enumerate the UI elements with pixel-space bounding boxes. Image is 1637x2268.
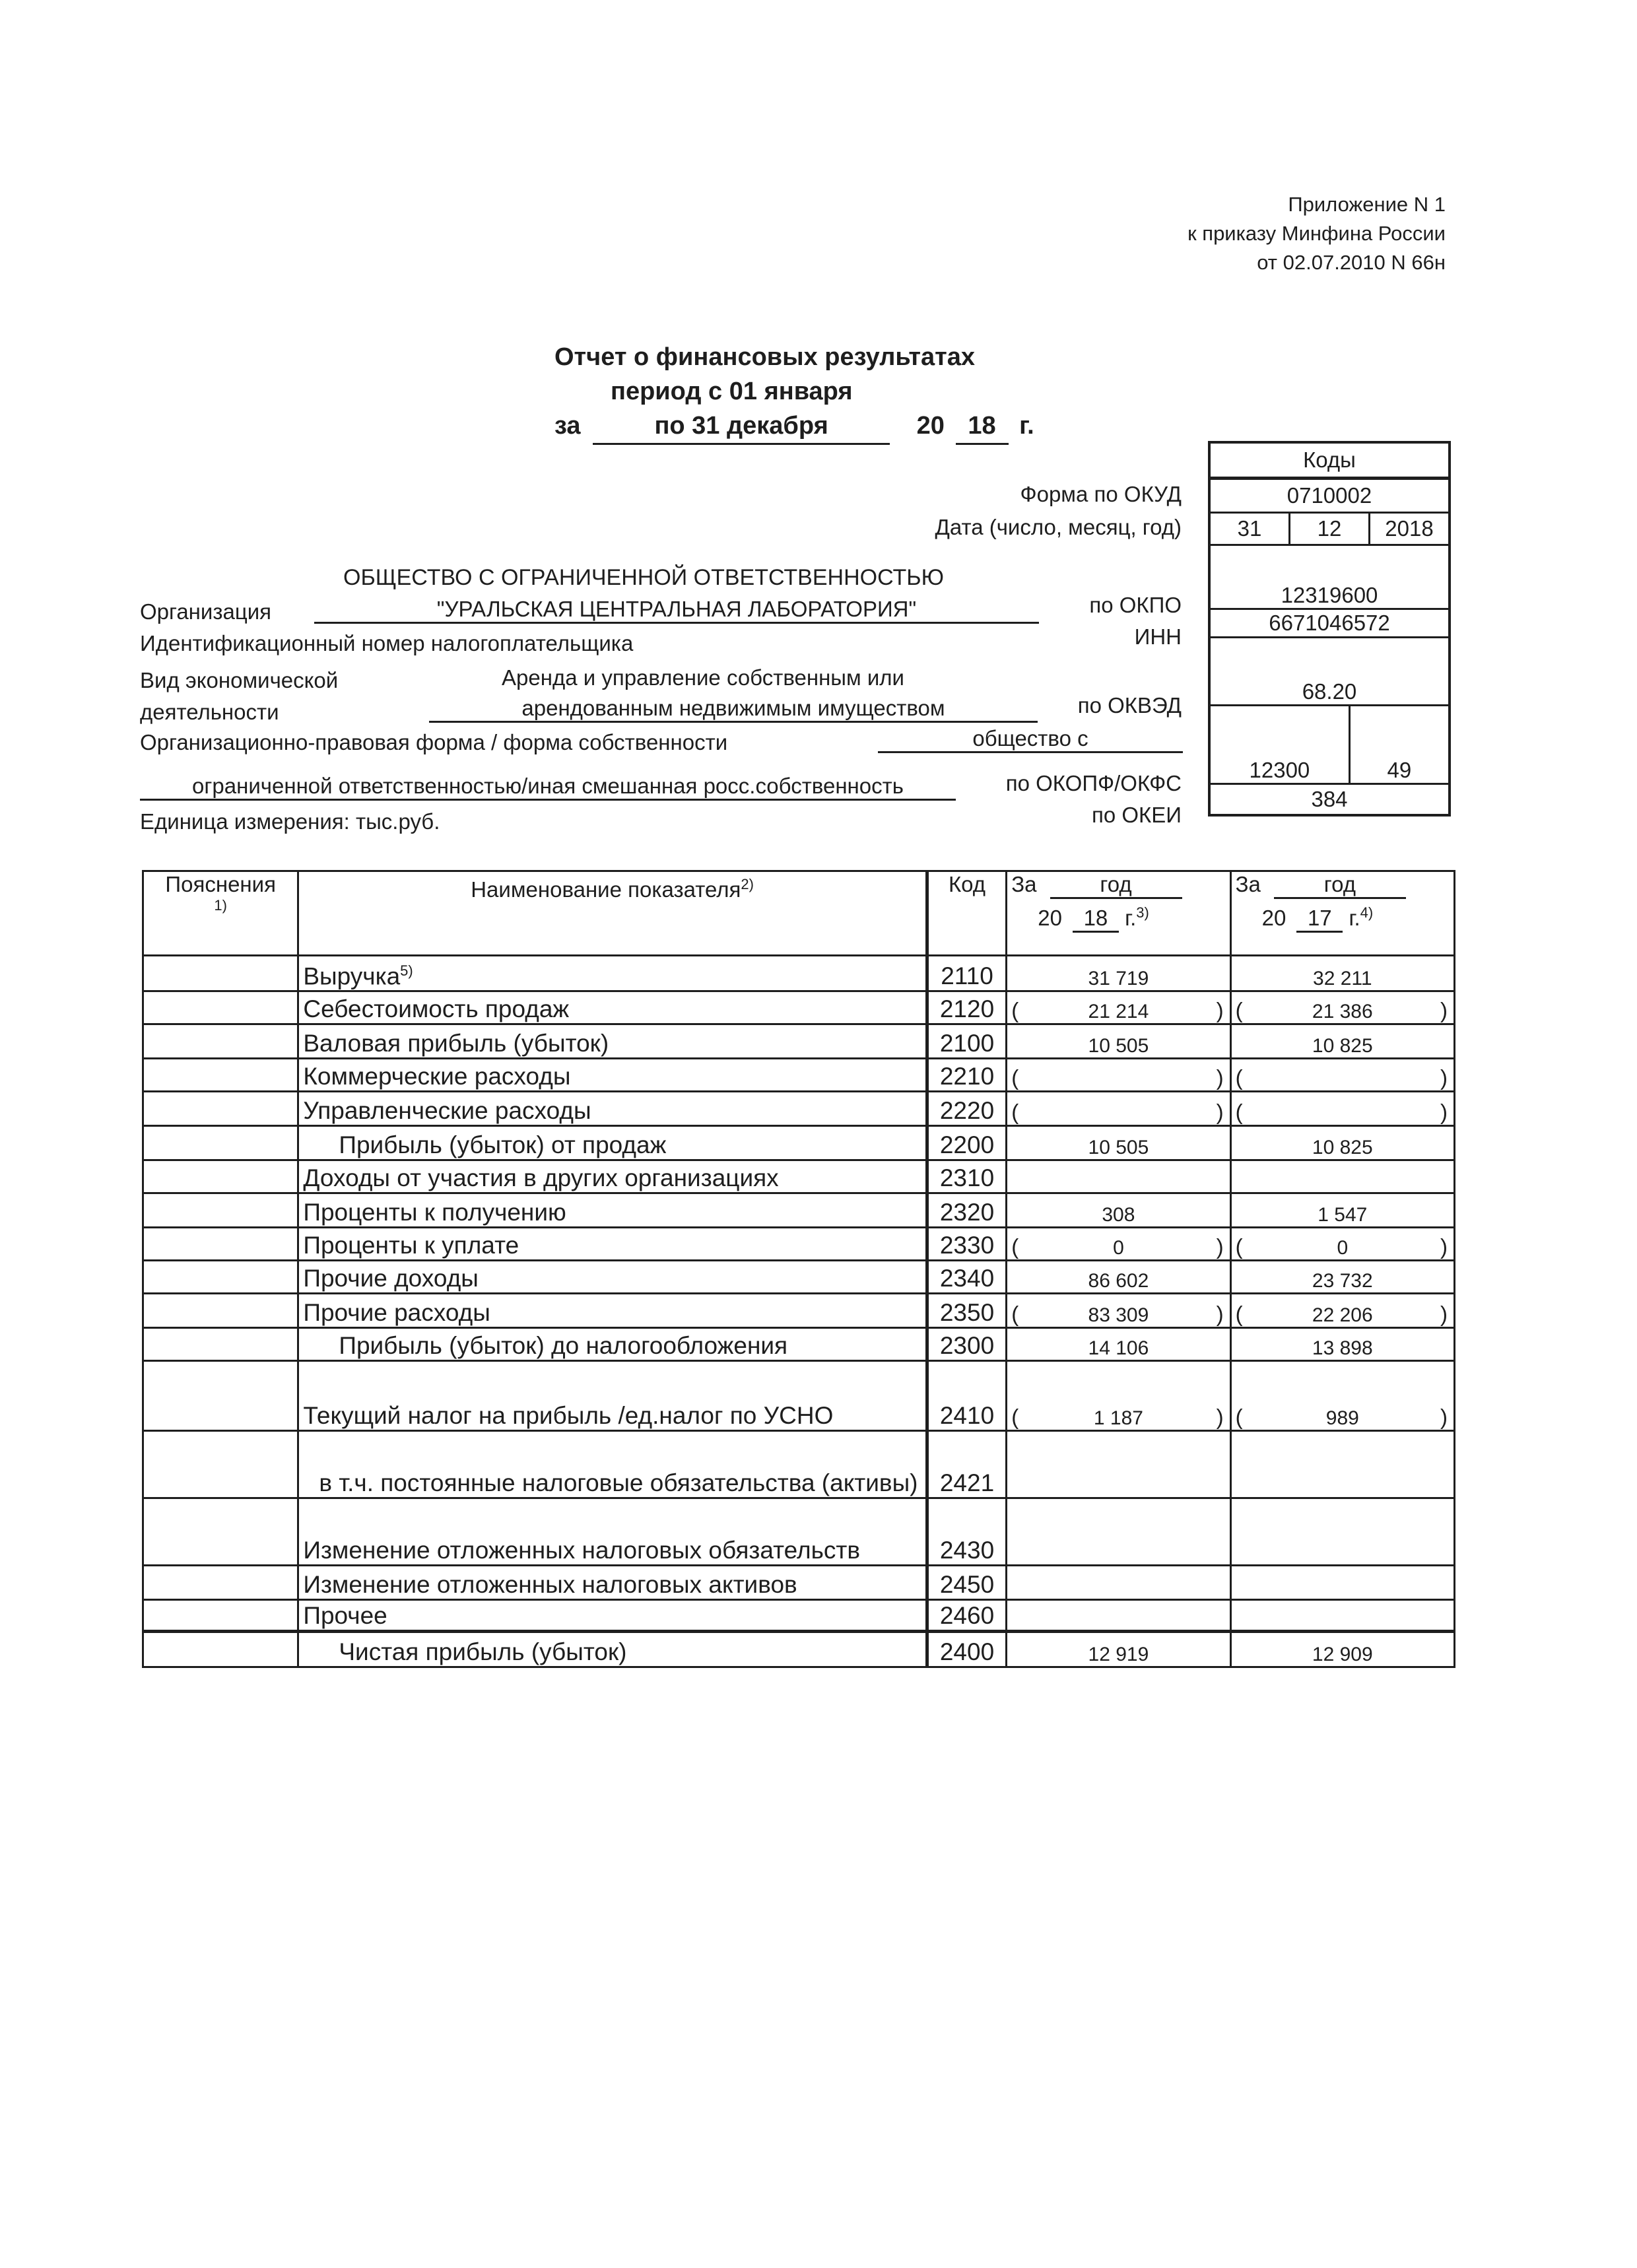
value-v2018: ( 0 ) bbox=[1007, 1228, 1230, 1261]
indicator-name: Текущий налог на прибыль /ед.налог по УСНО bbox=[298, 1361, 927, 1431]
value-v2018: 12 919 bbox=[1007, 1632, 1230, 1667]
value-v2017: 1 547 bbox=[1230, 1193, 1454, 1228]
okpo-label: по ОКПО bbox=[1089, 593, 1182, 617]
legal-form-line1: общество с bbox=[878, 726, 1183, 753]
value-v2018: ( ) bbox=[1007, 1092, 1230, 1126]
value-v2018 bbox=[1007, 1160, 1230, 1193]
value-v2018 bbox=[1007, 1498, 1230, 1566]
inn-code: 6671046572 bbox=[1211, 608, 1448, 636]
table-row bbox=[143, 1126, 1455, 1160]
unit-label: Единица измерения: тыс.руб. bbox=[140, 809, 440, 834]
value-v2017 bbox=[1230, 1600, 1454, 1632]
value-v2017: ( 0 ) bbox=[1230, 1228, 1454, 1261]
indicator-name: в т.ч. постоянные налоговые обязательства (активы) bbox=[298, 1431, 927, 1498]
row-code: 2330 bbox=[927, 1228, 1006, 1261]
indicator-name: Изменение отложенных налоговых обязательств bbox=[298, 1498, 927, 1566]
title-prefix: за bbox=[554, 412, 581, 440]
row-code: 2410 bbox=[927, 1361, 1006, 1431]
value-v2017 bbox=[1230, 1431, 1454, 1498]
appendix-line1: Приложение N 1 bbox=[1288, 193, 1446, 216]
row-code: 2110 bbox=[927, 956, 1006, 991]
value-v2018: 14 106 bbox=[1007, 1328, 1230, 1361]
value-v2017: 23 732 bbox=[1230, 1261, 1454, 1294]
date-day: 31 bbox=[1237, 516, 1262, 541]
indicator-name: Прочие расходы bbox=[298, 1294, 927, 1328]
table-row bbox=[143, 991, 1455, 1024]
codes-box bbox=[1208, 441, 1451, 817]
title-century: 20 bbox=[916, 412, 945, 440]
row-code: 2421 bbox=[927, 1431, 1006, 1498]
title-period-line bbox=[554, 409, 1034, 445]
explanation-cell bbox=[143, 1361, 298, 1431]
row-code: 2400 bbox=[927, 1632, 1006, 1667]
explanation-cell bbox=[143, 1092, 298, 1126]
appendix-line3: от 02.07.2010 N 66н bbox=[1257, 251, 1446, 274]
title-line1: Отчет о финансовых результатах bbox=[554, 343, 976, 371]
okved-label: по ОКВЭД bbox=[1077, 693, 1182, 717]
explanation-cell bbox=[143, 1193, 298, 1228]
inn-code-label: ИНН bbox=[1134, 624, 1182, 649]
value-v2018: ( 83 309 ) bbox=[1007, 1294, 1230, 1328]
indicator-name: Прибыль (убыток) от продаж bbox=[298, 1126, 927, 1160]
header-col-2018: За год 20 18 г.$^{3)}$ bbox=[1007, 871, 1230, 956]
explanation-cell bbox=[143, 1261, 298, 1294]
okud-label: Форма по ОКУД bbox=[1020, 482, 1182, 506]
header-name: Наименование показателя$^{2)}$ bbox=[298, 871, 927, 956]
okopf-label: по ОКОПФ/ОКФС bbox=[1005, 771, 1182, 795]
indicator-name: Прибыль (убыток) до налогообложения bbox=[298, 1328, 927, 1361]
indicator-name: Валовая прибыль (убыток) bbox=[298, 1024, 927, 1059]
explanation-cell bbox=[143, 1126, 298, 1160]
activity-label1: Вид экономической bbox=[140, 668, 339, 692]
explanation-cell bbox=[143, 956, 298, 991]
row-code: 2320 bbox=[927, 1193, 1006, 1228]
value-v2018 bbox=[1007, 1566, 1230, 1600]
table-row bbox=[143, 1261, 1455, 1294]
row-code: 2200 bbox=[927, 1126, 1006, 1160]
explanation-cell bbox=[143, 1294, 298, 1328]
table-row bbox=[143, 1059, 1455, 1092]
okopf-okfs-codes bbox=[1211, 704, 1448, 783]
value-v2018: 10 505 bbox=[1007, 1024, 1230, 1059]
value-v2018: ( 1 187 ) bbox=[1007, 1361, 1230, 1431]
row-code: 2430 bbox=[927, 1498, 1006, 1566]
row-code: 2350 bbox=[927, 1294, 1006, 1328]
okved-code: 68.20 bbox=[1211, 636, 1448, 704]
value-v2018: 31 719 bbox=[1007, 956, 1230, 991]
explanation-cell bbox=[143, 1024, 298, 1059]
value-v2017: 32 211 bbox=[1230, 956, 1454, 991]
table-header-row bbox=[143, 871, 1455, 956]
indicator-name: Управленческие расходы bbox=[298, 1092, 927, 1126]
title-year: 18 bbox=[956, 409, 1009, 445]
explanation-cell bbox=[143, 1431, 298, 1498]
title-line2: период с 01 января bbox=[611, 378, 853, 405]
financial-results-table bbox=[142, 870, 1455, 1668]
okopf-code: 12300 bbox=[1249, 758, 1310, 782]
table-row bbox=[143, 1632, 1455, 1667]
table-row bbox=[143, 1024, 1455, 1059]
indicator-name: Прочие доходы bbox=[298, 1261, 927, 1294]
value-v2017: 10 825 bbox=[1230, 1126, 1454, 1160]
value-v2017: 13 898 bbox=[1230, 1328, 1454, 1361]
indicator-name: Выручка$^{5)}$ bbox=[298, 956, 927, 991]
value-v2018: ( 21 214 ) bbox=[1007, 991, 1230, 1024]
explanation-cell bbox=[143, 1059, 298, 1092]
value-v2018 bbox=[1007, 1600, 1230, 1632]
legal-form-line2: ограниченной ответственностью/иная смешанная росс.собственность bbox=[140, 774, 956, 801]
table-row bbox=[143, 1431, 1455, 1498]
indicator-name: Прочее bbox=[298, 1600, 927, 1632]
table-row bbox=[143, 1228, 1455, 1261]
row-code: 2340 bbox=[927, 1261, 1006, 1294]
indicator-name: Доходы от участия в других организациях bbox=[298, 1160, 927, 1193]
explanation-cell bbox=[143, 1328, 298, 1361]
explanation-cell bbox=[143, 1632, 298, 1667]
indicator-name: Проценты к уплате bbox=[298, 1228, 927, 1261]
indicator-name: Чистая прибыль (убыток) bbox=[298, 1632, 927, 1667]
header-code: Код bbox=[927, 871, 1006, 956]
explanation-cell bbox=[143, 1160, 298, 1193]
explanation-cell bbox=[143, 1600, 298, 1632]
value-v2018: ( ) bbox=[1007, 1059, 1230, 1092]
table-row bbox=[143, 1193, 1455, 1228]
title-year-suffix: г. bbox=[1019, 412, 1034, 440]
codes-header: Коды bbox=[1303, 448, 1356, 472]
table-row bbox=[143, 1160, 1455, 1193]
inn-label: Идентификационный номер налогоплательщика bbox=[140, 631, 634, 655]
value-v2017: 12 909 bbox=[1230, 1632, 1454, 1667]
appendix-line2: к приказу Минфина России bbox=[1187, 222, 1446, 245]
org-name-line2: "УРАЛЬСКАЯ ЦЕНТРАЛЬНАЯ ЛАБОРАТОРИЯ" bbox=[314, 597, 1039, 624]
header-explanations: Пояснения 1) bbox=[143, 871, 298, 956]
header-col-2017: За год 20 17 г.$^{4)}$ bbox=[1230, 871, 1454, 956]
table-row bbox=[143, 1566, 1455, 1600]
activity-line2: арендованным недвижимым имуществом bbox=[429, 696, 1038, 723]
table-row bbox=[143, 1361, 1455, 1431]
date-label: Дата (число, месяц, год) bbox=[935, 515, 1182, 539]
table-row bbox=[143, 1294, 1455, 1328]
table-row bbox=[143, 1328, 1455, 1361]
org-name-line1: ОБЩЕСТВО С ОГРАНИЧЕННОЙ ОТВЕТСТВЕННОСТЬЮ bbox=[343, 565, 944, 590]
row-code: 2300 bbox=[927, 1328, 1006, 1361]
title-period-end: по 31 декабря bbox=[593, 409, 890, 445]
okei-code: 384 bbox=[1211, 783, 1448, 814]
okei-label: по ОКЕИ bbox=[1091, 803, 1182, 827]
explanation-cell bbox=[143, 1228, 298, 1261]
value-v2017: ( ) bbox=[1230, 1059, 1454, 1092]
indicator-name: Себестоимость продаж bbox=[298, 991, 927, 1024]
date-month: 12 bbox=[1288, 514, 1368, 544]
table-row bbox=[143, 1498, 1455, 1566]
activity-line1: Аренда и управление собственным или bbox=[502, 665, 904, 690]
okpo-code: 12319600 bbox=[1211, 544, 1448, 608]
indicator-name: Коммерческие расходы bbox=[298, 1059, 927, 1092]
activity-label2: деятельности bbox=[140, 700, 279, 724]
okfs-code: 49 bbox=[1349, 706, 1448, 783]
date-codes bbox=[1211, 512, 1448, 544]
value-v2017 bbox=[1230, 1498, 1454, 1566]
org-label: Организация bbox=[140, 599, 272, 624]
row-code: 2220 bbox=[927, 1092, 1006, 1126]
explanation-cell bbox=[143, 1566, 298, 1600]
indicator-name: Изменение отложенных налоговых активов bbox=[298, 1566, 927, 1600]
value-v2017: ( 22 206 ) bbox=[1230, 1294, 1454, 1328]
date-year: 2018 bbox=[1368, 514, 1448, 544]
row-code: 2310 bbox=[927, 1160, 1006, 1193]
value-v2017: 10 825 bbox=[1230, 1024, 1454, 1059]
value-v2018: 308 bbox=[1007, 1193, 1230, 1228]
value-v2017: ( 21 386 ) bbox=[1230, 991, 1454, 1024]
value-v2017 bbox=[1230, 1566, 1454, 1600]
row-code: 2460 bbox=[927, 1600, 1006, 1632]
okud-code: 0710002 bbox=[1211, 477, 1448, 512]
value-v2018: 10 505 bbox=[1007, 1126, 1230, 1160]
value-v2018 bbox=[1007, 1431, 1230, 1498]
table-row bbox=[143, 1600, 1455, 1632]
explanation-cell bbox=[143, 991, 298, 1024]
legal-form-label: Организационно-правовая форма / форма собственности bbox=[140, 730, 728, 754]
value-v2018: 86 602 bbox=[1007, 1261, 1230, 1294]
explanation-cell bbox=[143, 1498, 298, 1566]
row-code: 2210 bbox=[927, 1059, 1006, 1092]
value-v2017: ( ) bbox=[1230, 1092, 1454, 1126]
table-row bbox=[143, 1092, 1455, 1126]
row-code: 2120 bbox=[927, 991, 1006, 1024]
indicator-name: Проценты к получению bbox=[298, 1193, 927, 1228]
row-code: 2100 bbox=[927, 1024, 1006, 1059]
value-v2017: ( 989 ) bbox=[1230, 1361, 1454, 1431]
table-row bbox=[143, 956, 1455, 991]
row-code: 2450 bbox=[927, 1566, 1006, 1600]
value-v2017 bbox=[1230, 1160, 1454, 1193]
appendix-note bbox=[1187, 190, 1446, 277]
